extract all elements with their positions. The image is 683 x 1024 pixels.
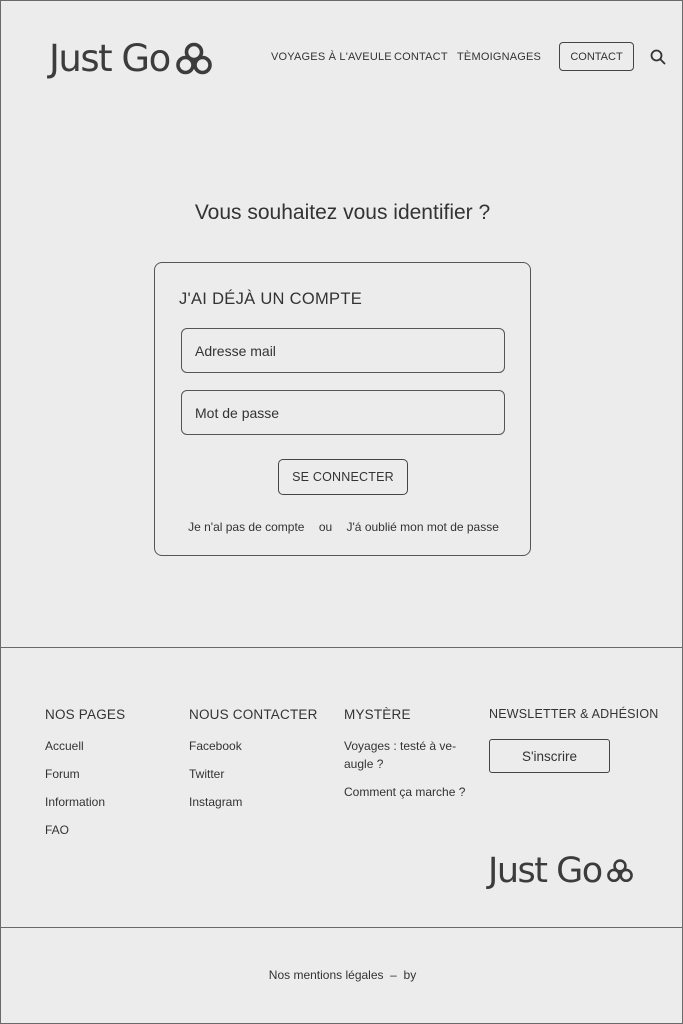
footer-link-how-it-works[interactable]: Comment ça marche ?	[344, 785, 466, 799]
footer-mystery-title: MYSTÈRE	[344, 707, 411, 722]
legal-divider	[1, 927, 682, 928]
login-card	[154, 262, 531, 556]
forgot-password-link[interactable]: J'á oublié mon mot de passe	[346, 520, 499, 534]
password-placeholder: Mot de passe	[195, 404, 280, 421]
nav-voyages[interactable]: VOYAGES À L'AVEULE	[271, 51, 392, 63]
nav-contact[interactable]: CONTACT	[394, 51, 448, 63]
subscribe-button[interactable]: S'inscrire	[489, 739, 610, 773]
header-contact-button[interactable]: CONTACT	[559, 42, 634, 71]
footer-contact-title: NOUS CONTACTER	[189, 707, 318, 722]
header-logo[interactable]	[49, 37, 212, 80]
search-icon[interactable]	[650, 49, 666, 65]
legal-text[interactable]: Nos mentions légales – by	[268, 968, 417, 982]
footer-newsletter-title: NEWSLETTER & ADHÉSION	[489, 707, 659, 721]
nav-temoignages[interactable]: TÈMOIGNAGES	[457, 51, 542, 63]
no-account-link[interactable]: Je n'al pas de compte	[188, 520, 305, 534]
footer-pages-title: NOS PAGES	[45, 707, 126, 722]
footer-link-accueil[interactable]: Accuell	[45, 739, 84, 753]
footer-brand-name: Just Go	[488, 851, 602, 891]
trefoil-logo-icon	[607, 858, 633, 884]
card-title: J'AI DÉJÀ UN COMPTE	[179, 290, 363, 308]
trefoil-logo-icon	[176, 42, 212, 76]
account-links	[155, 520, 532, 534]
links-separator: ou	[318, 520, 333, 534]
footer-link-twitter[interactable]: Twitter	[189, 767, 225, 781]
footer-link-instagram[interactable]: Instagram	[189, 795, 243, 809]
footer-logo[interactable]	[488, 851, 633, 891]
footer-divider	[1, 647, 682, 648]
footer-link-facebook[interactable]: Facebook	[189, 739, 242, 753]
footer-link-voyages-test[interactable]: Voyages : testé à ve-augle ?	[344, 739, 457, 771]
footer-link-faq[interactable]: FAO	[45, 823, 70, 837]
password-input[interactable]	[181, 390, 505, 435]
brand-name: Just Go	[49, 37, 170, 80]
footer-link-forum[interactable]: Forum	[45, 767, 80, 781]
email-input[interactable]	[181, 328, 505, 373]
page-title: Vous souhaitez vous identifier ?	[194, 201, 491, 224]
footer-link-information[interactable]: Information	[45, 795, 106, 809]
login-button[interactable]: SE CONNECTER	[278, 459, 408, 495]
email-placeholder: Adresse mail	[195, 342, 276, 359]
